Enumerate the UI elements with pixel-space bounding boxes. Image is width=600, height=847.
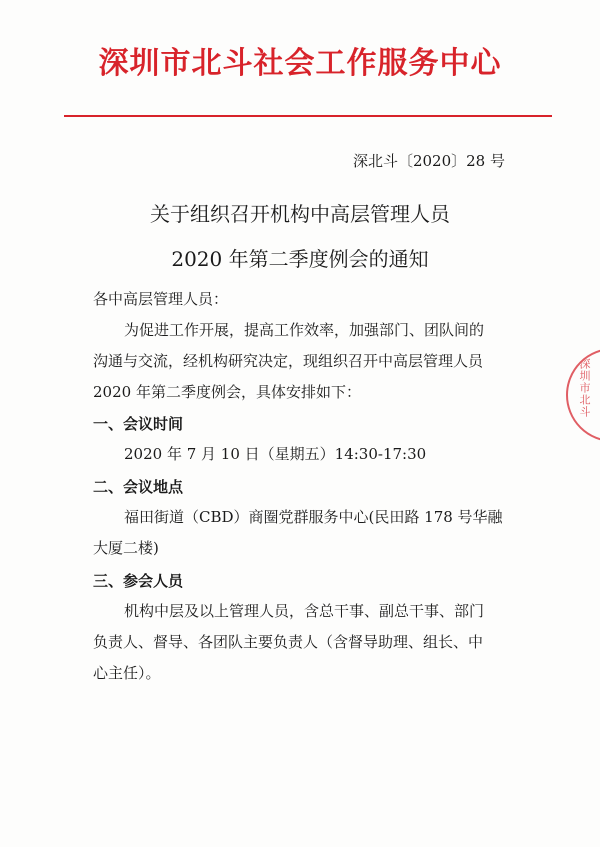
salutation: 各中高层管理人员： [93,290,229,308]
section-heading-location: 二、会议地点 [93,478,184,496]
seal-text: 深圳市北斗 [578,358,591,418]
section-attendees-line-3: 心主任）。 [93,664,161,682]
intro-line-1: 为促进工作开展，提高工作效率，加强部门、团队间的 [124,321,485,339]
document-number: 深北斗〔2020〕28 号 [352,152,505,170]
section-time-line-1: 2020 年 7 月 10 日（星期五）14:30-17:30 [124,445,427,463]
section-heading-attendees: 三、参会人员 [93,572,184,590]
section-attendees-line-1: 机构中层及以上管理人员，含总干事、副总干事、部门 [124,602,485,620]
section-location-line-2: 大厦二楼) [93,539,159,557]
letterhead-red-rule [64,115,552,117]
section-attendees-line-2: 负责人、督导、各团队主要负责人（含督导助理、组长、中 [93,633,484,651]
section-heading-time: 一、会议时间 [93,415,184,433]
intro-line-3: 2020 年第二季度例会，具体安排如下： [93,383,361,401]
intro-line-2: 沟通与交流，经机构研究决定，现组织召开中高层管理人员 [93,352,484,370]
document-title-line-1: 关于组织召开机构中高层管理人员 [150,202,450,226]
official-seal [566,348,600,442]
letterhead-org-name: 深圳市北斗社会工作服务中心 [98,46,502,81]
document-title-line-2: 2020 年第二季度例会的通知 [171,247,429,271]
section-location-line-1: 福田街道（CBD）商圈党群服务中心(民田路 178 号华融 [124,508,503,526]
